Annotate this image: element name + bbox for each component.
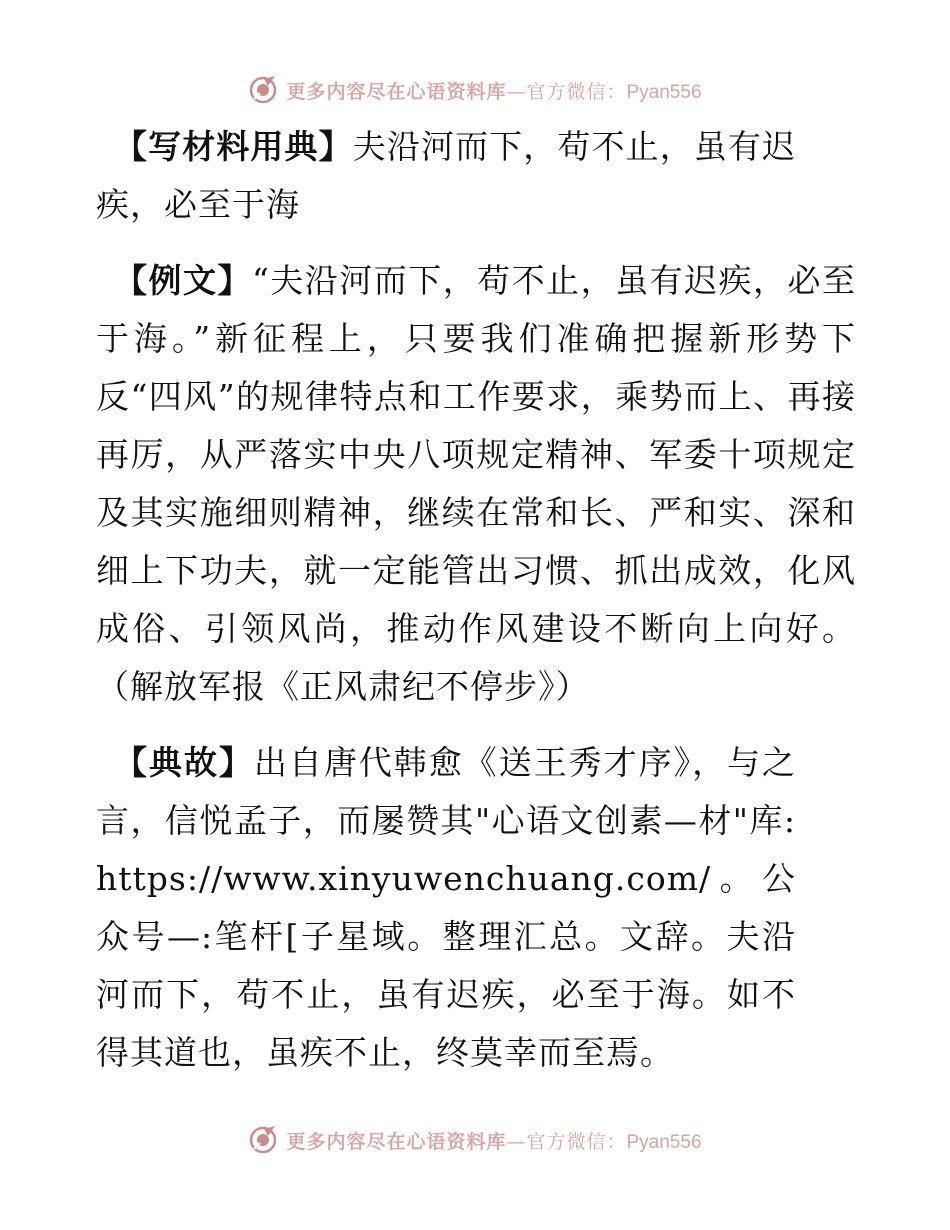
document-body: [96, 118, 856, 1100]
section-tag-example: 【例文】: [114, 261, 252, 300]
watermark-text: [286, 77, 701, 104]
brand-logo-icon: [248, 75, 278, 105]
footer-watermark: [0, 1120, 950, 1160]
watermark-official: 官方微信：: [526, 1130, 627, 1153]
watermark-main: 更多内容尽在心语资料库: [286, 80, 507, 103]
allusion-paragraph: [96, 734, 796, 1082]
watermark-separator: —: [506, 1130, 527, 1153]
watermark-id: Pyan556: [626, 1131, 702, 1153]
watermark-official: 官方微信：: [526, 80, 627, 103]
section-text-material: 夫沿河而下，苟不止，虽有迟疾，必至于海: [96, 127, 797, 224]
brand-logo-icon: [248, 1125, 278, 1155]
watermark-separator: —: [506, 80, 527, 103]
watermark-main: 更多内容尽在心语资料库: [286, 1130, 507, 1153]
section-tag-allusion: 【典故】: [114, 743, 254, 782]
watermark-text: [286, 1127, 701, 1154]
example-paragraph: [96, 252, 856, 716]
section-text-example: “夫沿河而下，苟不止，虽有迟疾，必至于海。”新征程上，只要我们准确把握新形势下反“四风”的规律特点和工作要求，乘势而上、再接再厉，从严落实中央八项规定精神、军委十项规定及其实施细则精神，继续在常和长、严和实、深和细上下功夫，就一定能管出习惯、抓出成效，化风成俗、引领风尚，推动作风建设不断向上向好。（解放军报《正风肃纪不停步》）: [96, 261, 857, 706]
watermark-id: Pyan556: [626, 81, 702, 103]
section-text-allusion: 出自唐代韩愈《送王秀才序》，与之言，信悦孟子，而屡赞其"心语文创素—材"库:https://www.xinyuwenchuang.com/。公众号—:笔杆[子星域。整理汇总。文辞。夫沿河而下，苟不止，虽有迟疾，必至于海。如不得其道也，虽疾不止，终莫幸而至焉。: [96, 743, 797, 1072]
section-tag-material: 【写材料用典】: [114, 127, 353, 166]
material-quote-paragraph: [96, 118, 796, 234]
header-watermark: [0, 70, 950, 110]
